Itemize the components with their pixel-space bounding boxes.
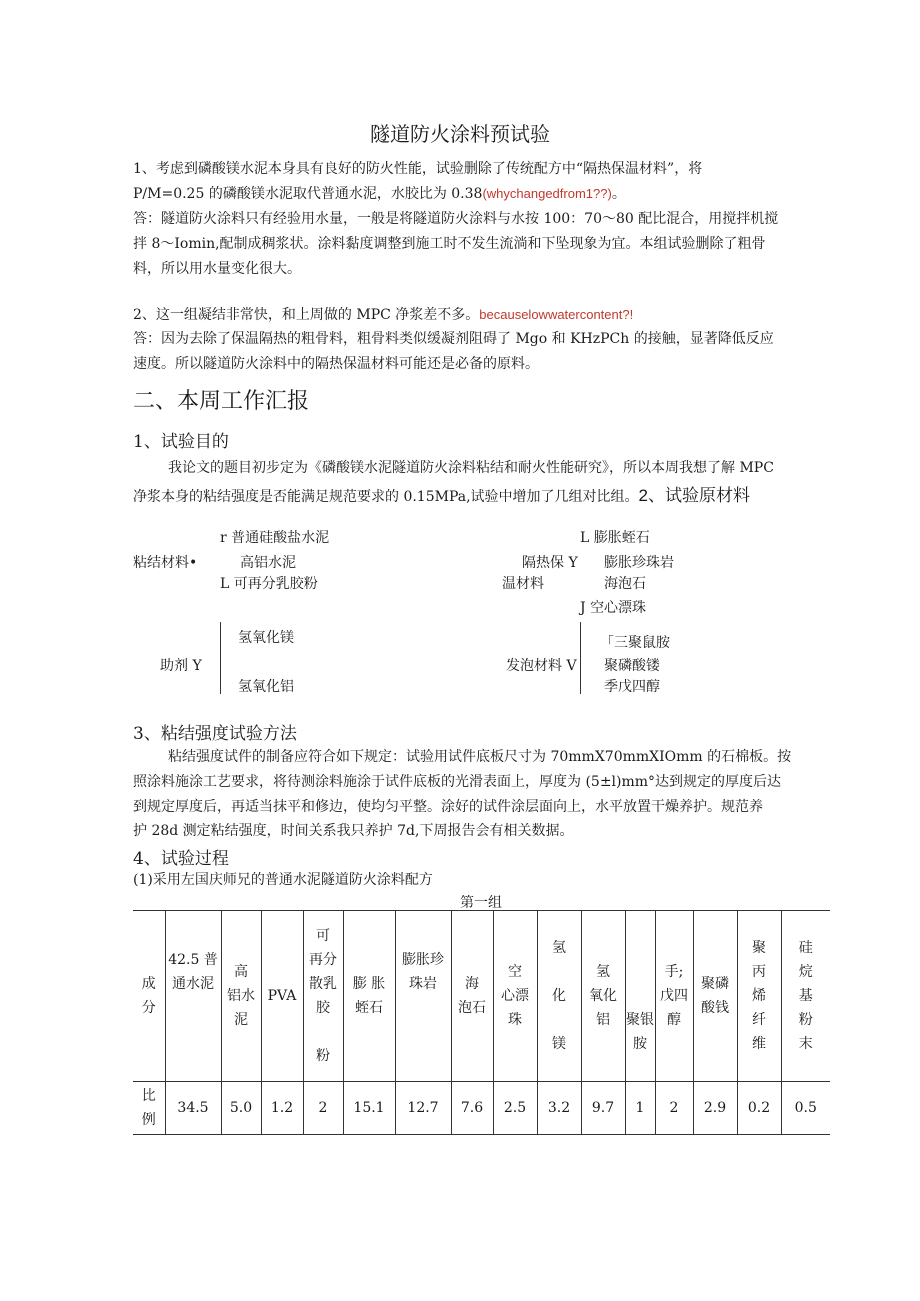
column-value: 5.0 xyxy=(221,1082,261,1135)
s4-subheading: (1)采用左国庆师兄的普通水泥隧道防火涂料配方 xyxy=(133,872,433,888)
column-header: PVA xyxy=(261,911,303,1082)
column-value: 2.5 xyxy=(493,1082,537,1135)
column-header: 42.5 普 通水泥 xyxy=(165,911,221,1082)
row-header-composition: 成 分 xyxy=(133,911,165,1082)
q1-note: (whychangedfrom1??) xyxy=(482,186,612,201)
insul-label-1: 隔热保 Y xyxy=(522,555,578,571)
aux-brace xyxy=(220,622,221,694)
column-value: 12.7 xyxy=(395,1082,451,1135)
s1-para-1: 我论文的题目初步定为《磷酸镁水泥隧道防火涂料粘结和耐火性能研究》，所以本周我想了解 MPC xyxy=(168,460,774,476)
q2-answer-1: 答：因为去除了保温隔热的粗骨料，粗骨料类似缓凝剂阻碍了 Mgo 和 KHzPCh 的接触，显著降低反应 xyxy=(133,331,774,347)
q1-answer-1: 答：隧道防火涂料只有经验用水量，一般是将隧道防火涂料与水按 100：70～80 配比混合，用搅拌机搅 xyxy=(133,211,779,227)
s4-heading: 4、试验过程 xyxy=(133,849,229,869)
binder-item-2: 高铝水泥 xyxy=(240,555,296,571)
column-header: 聚银 胺 xyxy=(625,911,655,1082)
column-header: 膨 胀 蛭石 xyxy=(343,911,395,1082)
section-heading: 二、本周工作汇报 xyxy=(133,389,310,414)
column-header: 膨胀珍 珠岩 xyxy=(395,911,451,1082)
s1-para-2: 净浆本身的粘结强度是否能满足规范要求的 0.15MPa,试验中增加了几组对比组。2、试验原材料 xyxy=(133,486,751,505)
column-value: 34.5 xyxy=(165,1082,221,1135)
column-value: 0.2 xyxy=(737,1082,781,1135)
row-header-ratio: 比 例 xyxy=(133,1082,165,1135)
column-header: 聚磷 酸钱 xyxy=(693,911,737,1082)
s3-para-4: 护 28d 测定粘结强度，时间关系我只养护 7d,下周报告会有相关数据。 xyxy=(133,823,574,839)
binder-label: 粘结材料• xyxy=(133,555,198,571)
column-value: 7.6 xyxy=(451,1082,493,1135)
column-header: 可 再分 散乳 胶 粉 xyxy=(303,911,343,1082)
insul-item-2: 膨胀珍珠岩 xyxy=(604,555,674,571)
insul-item-4: J 空心漂珠 xyxy=(580,600,647,616)
column-header: 海 泡石 xyxy=(451,911,493,1082)
q1-line1: 1、考虑到磷酸镁水泥本身具有良好的防火性能，试验删除了传统配方中“隔热保温材料”，将 xyxy=(133,161,703,177)
aux-label: 助剂 Y xyxy=(160,658,202,674)
column-value: 9.7 xyxy=(581,1082,625,1135)
q1-line2: P/M=0.25 的磷酸镁水泥取代普通水泥，水胶比为 0.38(whychangedfrom1??)。 xyxy=(133,186,626,202)
aux-item-1: 氢氧化镁 xyxy=(238,630,294,646)
table-header-row xyxy=(133,911,830,1082)
s3-para-1: 粘结强度试件的制备应符合如下规定：试验用试件底板尺寸为 70mmX70mmXIOmm 的石棉板。按 xyxy=(168,749,792,765)
table-caption: 第一组 xyxy=(460,895,502,911)
column-header: 手; 戊四 醇 xyxy=(655,911,693,1082)
q2-line1: 2、这一组凝结非常快，和上周做的 MPC 净浆差不多。becauselowwatercontent?! xyxy=(133,307,634,323)
column-value: 1.2 xyxy=(261,1082,303,1135)
q2-note: becauselowwatercontent?! xyxy=(479,307,634,322)
q1-answer-3: 料，所以用水量变化很大。 xyxy=(133,261,301,277)
q2-answer-2: 速度。所以隧道防火涂料中的隔热保温材料可能还是必备的原料。 xyxy=(133,356,539,372)
page-title: 隧道防火涂料预试验 xyxy=(370,122,550,146)
column-value: 0.5 xyxy=(781,1082,830,1135)
column-value: 2 xyxy=(655,1082,693,1135)
column-value: 3.2 xyxy=(537,1082,581,1135)
foam-label: 发泡材料 V xyxy=(506,658,577,674)
aux-item-2: 氢氧化铝 xyxy=(238,679,294,695)
s2-heading: 2、试验原材料 xyxy=(638,486,751,505)
insul-item-1: L 膨胀蛭石 xyxy=(580,530,650,546)
binder-item-1: r 普通硅酸盐水泥 xyxy=(220,530,330,546)
foam-brace xyxy=(580,622,581,694)
insul-label-2: 温材料 xyxy=(502,576,544,592)
s1-heading: 1、试验目的 xyxy=(133,432,229,452)
foam-item-3: 季戊四醇 xyxy=(604,679,660,695)
foam-item-1: 「三聚鼠胺 xyxy=(600,635,670,651)
column-header: 高 铝水 泥 xyxy=(221,911,261,1082)
foam-item-2: 聚磷酸镂 xyxy=(604,658,660,674)
insul-item-3: 海泡石 xyxy=(604,576,646,592)
column-header: 氢 氧化 铝 xyxy=(581,911,625,1082)
column-header: 硅 烷 基 粉 末 xyxy=(781,911,830,1082)
column-value: 2.9 xyxy=(693,1082,737,1135)
column-header: 氢 化 镁 xyxy=(537,911,581,1082)
column-value: 15.1 xyxy=(343,1082,395,1135)
column-value: 1 xyxy=(625,1082,655,1135)
s3-para-3: 到规定厚度后，再适当抹平和修边，使均匀平整。涂好的试件涂层面向上，水平放置干燥养护。规范养 xyxy=(133,799,763,815)
table-value-row xyxy=(133,1082,830,1135)
q1-answer-2: 拌 8～Iomin,配制成稠浆状。涂料黏度调整到施工时不发生流淌和下坠现象为宜。本组试验删除了粗骨 xyxy=(133,236,766,252)
column-header: 空 心漂 珠 xyxy=(493,911,537,1082)
s3-para-2: 照涂料施涂工艺要求，将待测涂料施涂于试件底板的光滑表面上，厚度为 (5±l)mm°达到规定的厚度后达 xyxy=(133,774,782,790)
column-value: 2 xyxy=(303,1082,343,1135)
column-header: 聚 丙 烯 纤 维 xyxy=(737,911,781,1082)
binder-item-3: L 可再分乳胶粉 xyxy=(220,576,318,592)
recipe-table xyxy=(133,910,830,1135)
s3-heading: 3、粘结强度试验方法 xyxy=(133,724,297,744)
